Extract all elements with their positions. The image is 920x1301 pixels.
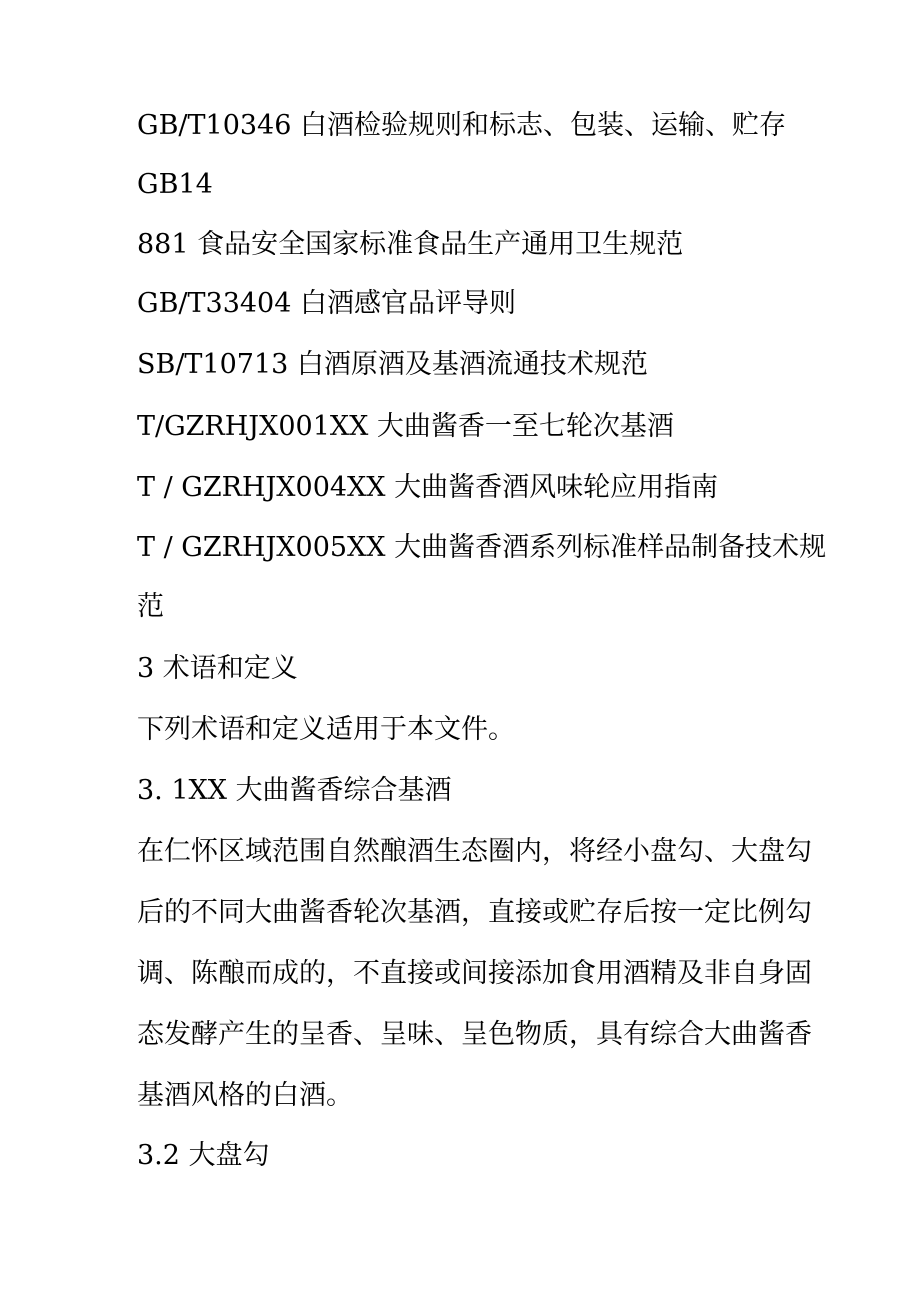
reference-t-gzrhjx001: T/GZRHJX001XX 大曲酱香一至七轮次基酒 [137,411,674,442]
reference-gb-t33404: GB/T33404 白酒感官品评导则 [137,288,516,319]
section-intro-text: 下列术语和定义适用于本文件。 [137,714,515,745]
term-heading-3-2: 3.2 大盘勾 [137,1140,270,1171]
definition-line-2: 后的不同大曲酱香轮次基酒，直接或贮存后按一定比例勾 [137,897,812,928]
reference-sb-t10713: SB/T10713 白酒原酒及基酒流通技术规范 [137,349,648,380]
reference-t-gzrhjx005: T / GZRHJX005XX 大曲酱香酒系列标准样品制备技术规 [137,532,827,563]
reference-gb-t10346: GB/T10346 白酒检验规则和标志、包装、运输、贮存 [137,110,786,141]
reference-t-gzrhjx005-cont: 范 [137,591,164,622]
definition-line-1: 在仁怀区域范围自然酿酒生态圈内，将经小盘勾、大盘勾 [137,836,812,867]
definition-line-4: 态发酵产生的呈香、呈味、呈色物质，具有综合大曲酱香 [137,1019,812,1050]
definition-line-5: 基酒风格的白酒。 [137,1080,353,1111]
term-heading-3-1: 3. 1XX 大曲酱香综合基酒 [137,775,452,806]
reference-t-gzrhjx004: T / GZRHJX004XX 大曲酱香酒风味轮应用指南 [137,472,719,503]
reference-gb14-part2: 881 食品安全国家标准食品生产通用卫生规范 [137,229,684,260]
section-heading-3: 3 术语和定义 [137,653,298,684]
definition-line-3: 调、陈酿而成的，不直接或间接添加食用酒精及非自身固 [137,958,812,989]
reference-gb14-part1: GB14 [137,169,213,200]
